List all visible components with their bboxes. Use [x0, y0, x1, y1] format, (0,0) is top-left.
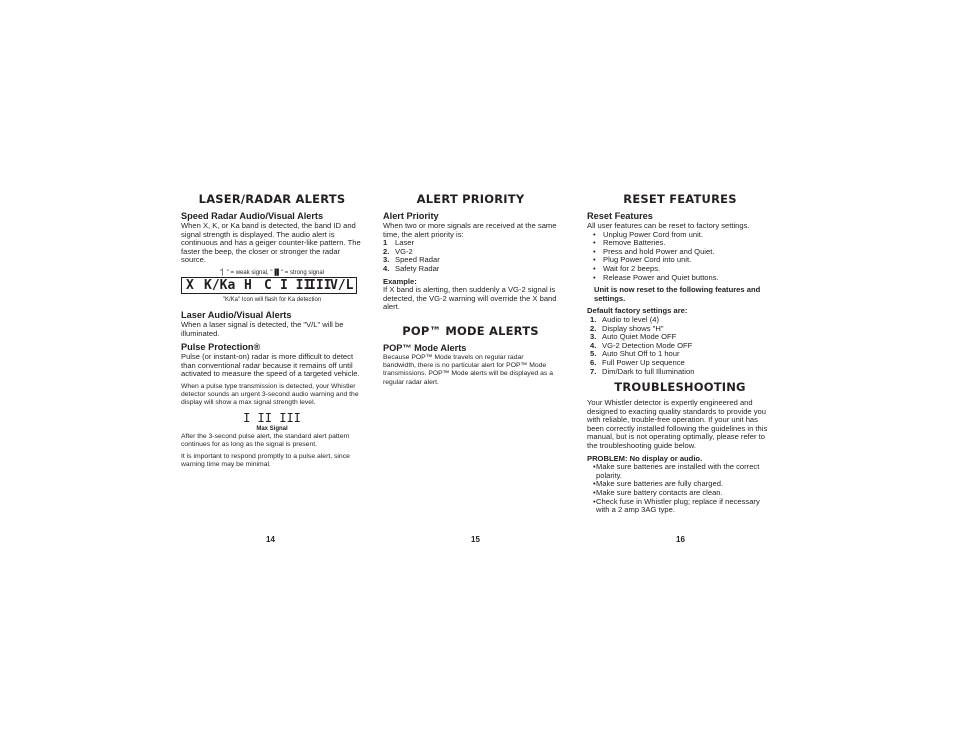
reset-note: Unit is now reset to the following features and settings.	[594, 285, 761, 303]
page-number-15: 15	[471, 535, 480, 544]
list-item: 2. VG-2	[383, 246, 413, 256]
problem-list	[587, 463, 773, 515]
laser-alerts-text: When a laser signal is detected, the "V/L" will be illuminated.	[181, 319, 344, 338]
list-item: • Make sure batteries are installed with the correct polarity.	[587, 463, 773, 480]
list-item: • Wait for 2 beeps.	[587, 265, 773, 274]
alert-priority-title: ALERT PRIORITY	[416, 192, 525, 206]
list-item: • Remove Batteries.	[587, 239, 773, 248]
reset-steps-list	[587, 231, 773, 283]
laser-radar-alerts-title: LASER/RADAR ALERTS	[198, 192, 346, 206]
list-item: • Unplug Power Cord from unit.	[587, 231, 773, 240]
defaults-list	[587, 316, 773, 376]
list-item: • Make sure battery contacts are clean.	[587, 489, 773, 498]
display-band-kka: K/Ka	[204, 277, 236, 293]
pulse-text-3: After the 3-second pulse alert, the standard alert pattern continues for as long as the signal is present.	[181, 432, 350, 448]
display-h: H	[244, 277, 252, 293]
page-14-column	[181, 192, 363, 473]
troubleshooting-title: TROUBLESHOOTING	[614, 380, 746, 395]
alert-priority-intro: When two or more signals are received at the same time, the alert priority is:	[383, 221, 557, 239]
list-item: 1 Laser	[383, 238, 414, 248]
speed-radar-text: When X, K, or Ka band is detected, the band ID and signal strength is displayed. The audio alert is continuous and has a geiger counter-like pattern. The faster the beep, the closer or stronger the radar source.	[181, 221, 361, 265]
alert-priority-heading: Alert Priority	[383, 211, 439, 221]
list-item: 4. Safety Radar	[383, 263, 440, 273]
pulse-text-2: When a pulse type transmission is detected, your Whistler detector sounds an urgent 3-second audio warning and the display will show a max signal strength level.	[181, 382, 359, 407]
kka-flash-caption: "K/Ka" Icon will flash for Ka detection	[222, 296, 322, 303]
list-item: • Press and hold Power and Quiet.	[587, 248, 773, 257]
pop-mode-text: Because POP™ Mode travels on regular radar bandwidth, there is no particular alert for POP™ Mode transmissions. POP™ Mode alerts will be displayed as a regular radar alert.	[383, 353, 553, 386]
max-signal-display: I II III	[243, 410, 301, 425]
example-label: Example:	[383, 276, 417, 286]
troubleshooting-text: Your Whistler detector is expertly engineered and designed to exacting quality standards to provide you with reliable, trouble-free operation. If your unit has been correctly installed following the guidelines in this manual, but is not operating optimally, please refer to the troubleshooting guide below.	[587, 398, 768, 451]
list-item: • Check fuse in Whistler plug; replace if necessary with a 2 amp 3AG type.	[587, 498, 773, 515]
problem-label: PROBLEM: No display or audio.	[587, 453, 703, 463]
page-number-14: 14	[266, 535, 275, 544]
list-item: 6. Full Power Up sequence	[590, 357, 685, 367]
pulse-text-1: Pulse (or instant-on) radar is more difficult to detect than conventional radar because it remains off until activated to measure the speed of a targeted vehicle.	[181, 352, 360, 379]
speed-radar-heading: Speed Radar Audio/Visual Alerts	[181, 211, 324, 221]
page-16-column	[587, 192, 773, 519]
display-band-x: X	[186, 277, 194, 293]
example-text: If X band is alerting, then suddenly a VG-2 signal is detected, the VG-2 warning will override the X band alert.	[383, 285, 557, 312]
list-item: 1. Audio to level (4)	[590, 314, 659, 324]
display-vl: V/L	[330, 277, 354, 293]
reset-features-title: RESET FEATURES	[623, 192, 737, 206]
pulse-protection-heading: Pulse Protection®	[181, 342, 261, 353]
display-bars-1: I II	[280, 277, 312, 293]
list-item: • Release Power and Quiet buttons.	[587, 274, 773, 283]
reset-features-heading: Reset Features	[587, 211, 653, 221]
list-item: • Make sure batteries are fully charged.	[587, 480, 773, 489]
pop-mode-title: POP™ MODE ALERTS	[402, 323, 539, 338]
defaults-label: Default factory settings are:	[587, 306, 688, 316]
list-item: • Plug Power Cord into unit.	[587, 256, 773, 265]
list-item: 3. Speed Radar	[383, 255, 440, 265]
signal-strength-caption: "▏" = weak signal, "▐▌" = strong signal	[219, 269, 324, 276]
detector-display-illustration	[181, 277, 357, 294]
list-item: 3. Auto Quiet Mode OFF	[590, 332, 677, 342]
list-item: 2. Display shows "H"	[590, 323, 664, 333]
page-number-16: 16	[676, 535, 685, 544]
priority-list	[383, 239, 558, 273]
display-bars-2: III	[308, 277, 332, 293]
reset-intro: All user features can be reset to factory settings.	[587, 221, 750, 230]
pop-mode-heading: POP™ Mode Alerts	[383, 342, 467, 353]
display-c: C	[264, 277, 272, 293]
list-item: 7. Dim/Dark to full Illumination	[590, 366, 695, 376]
page-15-column	[383, 192, 558, 391]
max-signal-caption: Max Signal	[256, 425, 288, 432]
list-item: 5. Auto Shut Off to 1 hour	[590, 349, 680, 359]
pulse-text-4: It is important to respond promptly to a pulse alert, since warning time may be minimal.	[181, 452, 350, 469]
laser-alerts-heading: Laser Audio/Visual Alerts	[181, 309, 292, 320]
list-item: 4. VG-2 Detection Mode OFF	[590, 340, 693, 350]
